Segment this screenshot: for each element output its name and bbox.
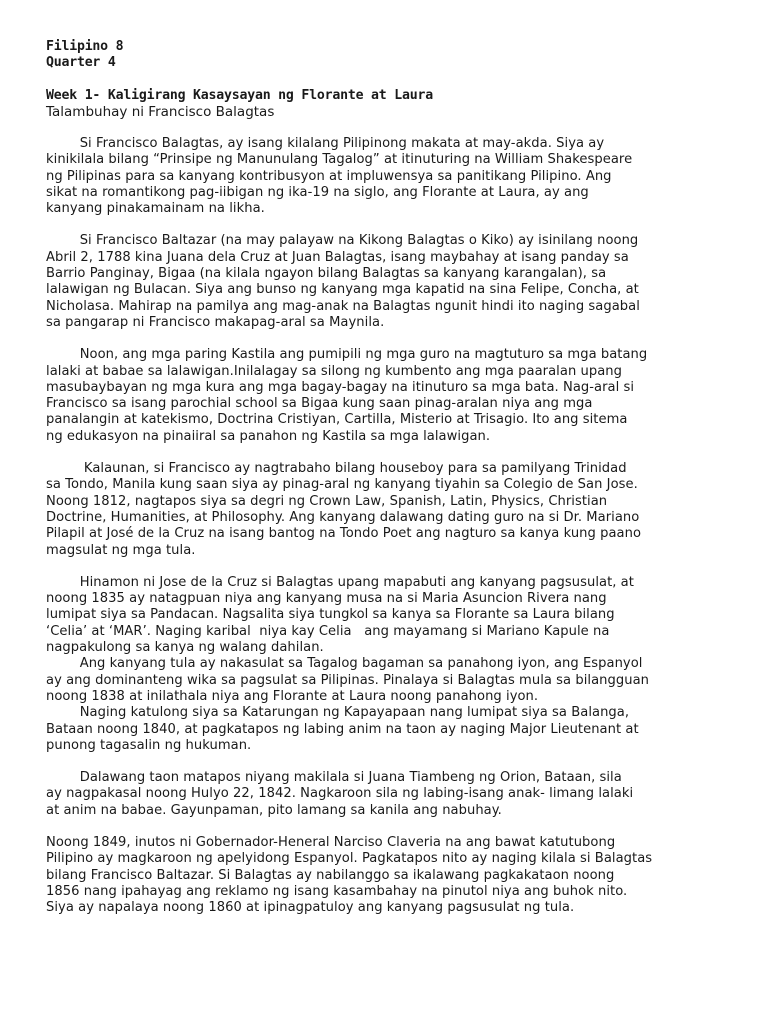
paragraph-line: lalaki at babae sa lalawigan.Inilalagay sa silong ng kumbento ang mga paaralan upang	[46, 363, 623, 379]
paragraph-line: Siya ay napalaya noong 1860 at ipinagpatuloy ang kanyang pagsusulat ng tula.	[46, 900, 575, 916]
paragraph-line: Abril 2, 1788 kina Juana dela Cruz at Juan Balagtas, isang maybahay at isang panday sa	[46, 249, 629, 265]
quarter-heading: Quarter 4	[46, 55, 116, 70]
paragraph	[46, 835, 728, 916]
subtitle: Talambuhay ni Francisco Balagtas	[46, 104, 275, 120]
paragraph-line: lalawigan ng Bulacan. Siya ang bunso ng kanyang mga kapatid na sina Felipe, Concha, at	[46, 282, 639, 298]
paragraph-line: nagpakulong sa kanya ng walang dahilan.	[46, 640, 324, 656]
paragraph-line: Bataan noong 1840, at pagkatapos ng labing anim na taon ay naging Major Lieutenant at	[46, 721, 639, 737]
paragraph-line: Si Francisco Baltazar (na may palayaw na Kikong Balagtas o Kiko) ay isinilang noong	[46, 233, 639, 249]
paragraph-line: Noong 1812, nagtapos siya sa degri ng Crown Law, Spanish, Latin, Physics, Christian	[46, 493, 608, 509]
paragraph	[46, 347, 728, 445]
paragraph-line: ay nagpakasal noong Hulyo 22, 1842. Nagkaroon sila ng labing-isang anak- limang lalaki	[46, 786, 634, 802]
paragraph	[46, 575, 728, 754]
paragraph-line: noong 1835 ay natagpuan niya ang kanyang musa na si Maria Asuncion Rivera nang	[46, 591, 607, 607]
paragraph-line: Doctrine, Humanities, at Philosophy. Ang kanyang dalawang dating guro na si Dr. Mariano	[46, 509, 640, 525]
paragraph-line: ng edukasyon na pinaiiral sa panahon ng Kastila sa mga lalawigan.	[46, 428, 491, 444]
paragraph-line: Barrio Panginay, Bigaa (na kilala ngayon bilang Balagtas sa kanyang karangalan), sa	[46, 266, 607, 282]
body-paragraphs	[46, 136, 728, 916]
paragraph-line: Kalaunan, si Francisco ay nagtrabaho bilang houseboy para sa pamilyang Trinidad	[46, 461, 627, 477]
paragraph-line: bilang Francisco Baltazar. Si Balagtas ay nabilanggo sa ikalawang pagkakataon noong	[46, 867, 615, 883]
subject-heading: Filipino 8	[46, 39, 124, 54]
paragraph-line: Pilapil at José de la Cruz na isang bantog na Tondo Poet ang nagturo sa kanya kung paano	[46, 526, 642, 542]
paragraph	[46, 461, 728, 559]
paragraph-line: Noong 1849, inutos ni Gobernador-Heneral Narciso Claveria na ang bawat katutubong	[46, 834, 616, 850]
paragraph-line: Si Francisco Balagtas, ay isang kilalang Pilipinong makata at may-akda. Siya ay	[46, 136, 605, 151]
paragraph-line: kanyang pinakamainam na likha.	[46, 201, 265, 217]
paragraph	[46, 136, 728, 217]
paragraph-line: Noon, ang mga paring Kastila ang pumipili ng mga guro na magtuturo sa mga batang	[46, 347, 648, 363]
paragraph-line: panalangin at katekismo, Doctrina Cristiyan, Cartilla, Misterio at Trisagio. Ito ang sitema	[46, 412, 628, 428]
paragraph-line: ng Pilipinas para sa kanyang kontribusyon at impluwensya sa panitikang Pilipino. Ang	[46, 168, 612, 184]
paragraph-line: sikat na romantikong pag-iibigan ng ika-19 na siglo, ang Florante at Laura, ay ang	[46, 184, 589, 200]
paragraph-line: Pilipino ay magkaroon ng apelyidong Espanyol. Pagkatapos nito ay naging kilala si Balagtas	[46, 851, 653, 867]
paragraph-line: Naging katulong siya sa Katarungan ng Kapayapaan nang lumipat siya sa Balanga,	[46, 705, 630, 721]
paragraph-line: noong 1838 at inilathala niya ang Florante at Laura noong panahong iyon.	[46, 688, 539, 704]
paragraph-line: Francisco sa isang parochial school sa Bigaa kung saan pinag-aralan niya ang mga	[46, 396, 593, 412]
paragraph-line: 1856 nang ipahayag ang reklamo ng isang kasambahay na pinutol niya ang buhok nito.	[46, 883, 628, 899]
paragraph-line: ‘Celia’ at ‘MAR’. Naging karibal niya kay Celia ang mayamang si Mariano Kapule na	[46, 623, 610, 639]
paragraph-line: sa pangarap ni Francisco makapag-aral sa Maynila.	[46, 314, 385, 330]
paragraph-line: masubaybayan ng mga kura ang mga bagay-bagay na itinuturo sa mga bata. Nag-aral si	[46, 379, 635, 395]
week-title: Week 1- Kaligirang Kasaysayan ng Florante at Laura	[46, 88, 433, 103]
paragraph-line: kinikilala bilang “Prinsipe ng Manunulang Tagalog” at itinuturing na William Shakespeare	[46, 152, 633, 168]
paragraph	[46, 770, 728, 819]
paragraph-line: Dalawang taon matapos niyang makilala si Juana Tiambeng ng Orion, Bataan, sila	[46, 770, 622, 786]
paragraph	[46, 233, 728, 331]
paragraph-line: magsulat ng mga tula.	[46, 542, 196, 558]
paragraph-line: sa Tondo, Manila kung saan siya ay pinag-aral ng kanyang tiyahin sa Colegio de San Jose.	[46, 477, 638, 493]
paragraph-line: at anim na babae. Gayunpaman, pito lamang sa kanila ang nabuhay.	[46, 802, 502, 818]
paragraph-line: ay ang dominanteng wika sa pagsulat sa Pilipinas. Pinalaya si Balagtas mula sa bilangguan	[46, 672, 649, 688]
paragraph-line: Hinamon ni Jose de la Cruz si Balagtas upang mapabuti ang kanyang pagsusulat, at	[46, 574, 634, 590]
paragraph-line: lumipat siya sa Pandacan. Nagsalita siya tungkol sa kanya sa Florante sa Laura bilang	[46, 607, 615, 623]
paragraph-line: Nicholasa. Mahirap na pamilya ang mag-anak na Balagtas ngunit hindi ito naging sagabal	[46, 298, 640, 314]
paragraph-line: Ang kanyang tula ay nakasulat sa Tagalog bagaman sa panahong iyon, ang Espanyol	[46, 656, 643, 672]
paragraph-line: punong tagasalin ng hukuman.	[46, 737, 252, 753]
